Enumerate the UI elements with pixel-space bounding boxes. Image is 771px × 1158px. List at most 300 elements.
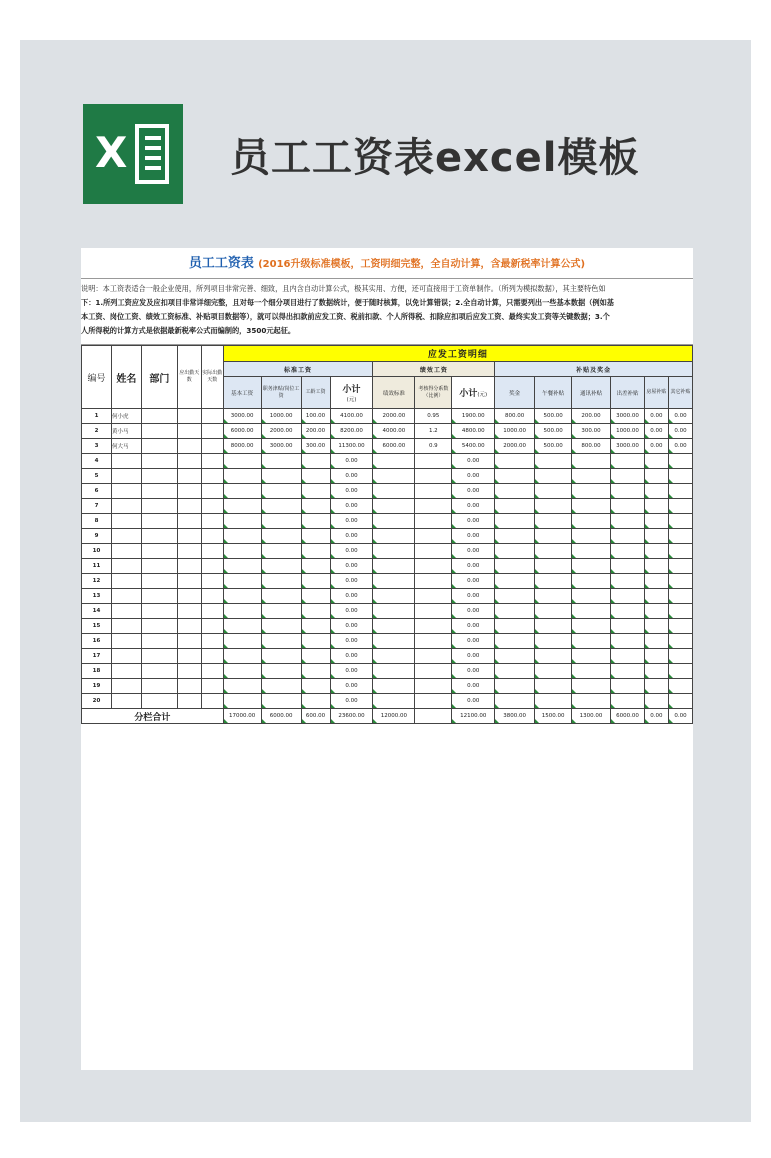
cell-base[interactable] [223,694,261,709]
cell-score[interactable]: 0.9 [415,439,452,454]
cell-meal[interactable]: 500.00 [535,424,572,439]
cell-name[interactable]: 黄小马 [111,424,141,439]
cell-name[interactable] [111,469,141,484]
cell-sub2[interactable]: 5400.00 [452,439,495,454]
cell-bonus[interactable] [495,604,535,619]
cell-sub1[interactable]: 0.00 [330,544,373,559]
cell-post[interactable] [261,619,301,634]
cell-comm[interactable] [572,574,611,589]
cell-post[interactable] [261,454,301,469]
cell-sub1[interactable]: 0.00 [330,514,373,529]
cell-comm[interactable] [572,634,611,649]
cell-seniority[interactable]: 100.00 [301,409,330,424]
cell-base[interactable] [223,484,261,499]
cell-comm[interactable] [572,619,611,634]
cell-bonus[interactable] [495,529,535,544]
cell-actual[interactable] [201,499,223,514]
cell-score[interactable] [415,694,452,709]
cell-due[interactable] [177,409,201,424]
cell-sub2[interactable]: 0.00 [452,529,495,544]
cell-score[interactable] [415,499,452,514]
cell-sub1[interactable]: 0.00 [330,604,373,619]
cell-dept[interactable] [141,424,177,439]
cell-base[interactable] [223,544,261,559]
cell-actual[interactable] [201,469,223,484]
cell-due[interactable] [177,529,201,544]
cell-sub1[interactable]: 0.00 [330,649,373,664]
cell-name[interactable] [111,649,141,664]
cell-trip[interactable] [611,574,645,589]
cell-housing[interactable] [644,469,668,484]
cell-bonus[interactable] [495,544,535,559]
cell-base[interactable] [223,454,261,469]
cell-post[interactable] [261,664,301,679]
cell-base[interactable] [223,514,261,529]
cell-no[interactable]: 18 [82,664,112,679]
cell-post[interactable] [261,559,301,574]
cell-other[interactable] [668,559,692,574]
cell-name[interactable] [111,559,141,574]
cell-sub1[interactable]: 0.00 [330,694,373,709]
cell-actual[interactable] [201,484,223,499]
cell-sub1[interactable]: 0.00 [330,454,373,469]
cell-no[interactable]: 6 [82,484,112,499]
cell-base[interactable] [223,619,261,634]
cell-meal[interactable] [535,589,572,604]
cell-sub2[interactable]: 1900.00 [452,409,495,424]
cell-trip[interactable] [611,484,645,499]
cell-other[interactable] [668,649,692,664]
cell-perf[interactable] [373,574,415,589]
cell-meal[interactable] [535,484,572,499]
cell-bonus[interactable] [495,649,535,664]
cell-perf[interactable] [373,589,415,604]
cell-score[interactable] [415,469,452,484]
cell-base[interactable] [223,529,261,544]
cell-trip[interactable] [611,649,645,664]
cell-comm[interactable] [572,484,611,499]
cell-housing[interactable] [644,544,668,559]
cell-comm[interactable] [572,529,611,544]
cell-actual[interactable] [201,664,223,679]
cell-other[interactable] [668,514,692,529]
cell-name[interactable] [111,529,141,544]
cell-meal[interactable] [535,574,572,589]
cell-other[interactable] [668,679,692,694]
cell-comm[interactable] [572,649,611,664]
cell-name[interactable]: 何大马 [111,439,141,454]
cell-due[interactable] [177,514,201,529]
cell-housing[interactable]: 0.00 [644,424,668,439]
cell-actual[interactable] [201,634,223,649]
cell-post[interactable] [261,544,301,559]
cell-perf[interactable] [373,529,415,544]
cell-dept[interactable] [141,574,177,589]
cell-comm[interactable]: 800.00 [572,439,611,454]
cell-bonus[interactable]: 2000.00 [495,439,535,454]
cell-name[interactable]: 何小虎 [111,409,141,424]
cell-no[interactable]: 10 [82,544,112,559]
cell-bonus[interactable] [495,664,535,679]
cell-perf[interactable] [373,469,415,484]
cell-comm[interactable] [572,604,611,619]
cell-perf[interactable] [373,694,415,709]
cell-sub2[interactable]: 0.00 [452,634,495,649]
cell-housing[interactable] [644,604,668,619]
cell-sub1[interactable]: 0.00 [330,634,373,649]
cell-perf[interactable] [373,454,415,469]
cell-seniority[interactable] [301,649,330,664]
cell-housing[interactable] [644,634,668,649]
cell-actual[interactable] [201,649,223,664]
cell-base[interactable] [223,664,261,679]
cell-no[interactable]: 15 [82,619,112,634]
cell-housing[interactable] [644,664,668,679]
cell-bonus[interactable]: 1000.00 [495,424,535,439]
cell-sub1[interactable]: 0.00 [330,499,373,514]
cell-housing[interactable] [644,514,668,529]
cell-due[interactable] [177,664,201,679]
cell-actual[interactable] [201,544,223,559]
cell-base[interactable] [223,469,261,484]
cell-bonus[interactable] [495,694,535,709]
cell-seniority[interactable] [301,604,330,619]
cell-housing[interactable] [644,694,668,709]
cell-other[interactable] [668,529,692,544]
cell-score[interactable]: 0.95 [415,409,452,424]
cell-trip[interactable] [611,619,645,634]
cell-seniority[interactable] [301,589,330,604]
cell-sub1[interactable]: 0.00 [330,484,373,499]
cell-score[interactable] [415,454,452,469]
cell-due[interactable] [177,649,201,664]
cell-perf[interactable]: 4000.00 [373,424,415,439]
cell-seniority[interactable] [301,499,330,514]
cell-trip[interactable] [611,454,645,469]
cell-score[interactable] [415,619,452,634]
cell-score[interactable] [415,649,452,664]
cell-trip[interactable] [611,514,645,529]
cell-no[interactable]: 7 [82,499,112,514]
cell-sub2[interactable]: 0.00 [452,484,495,499]
cell-perf[interactable]: 6000.00 [373,439,415,454]
cell-dept[interactable] [141,454,177,469]
cell-trip[interactable]: 3000.00 [611,439,645,454]
cell-due[interactable] [177,544,201,559]
cell-sub2[interactable]: 0.00 [452,664,495,679]
cell-score[interactable] [415,484,452,499]
cell-dept[interactable] [141,604,177,619]
cell-dept[interactable] [141,499,177,514]
cell-sub1[interactable]: 0.00 [330,469,373,484]
cell-no[interactable]: 9 [82,529,112,544]
cell-actual[interactable] [201,604,223,619]
cell-due[interactable] [177,574,201,589]
cell-due[interactable] [177,604,201,619]
cell-comm[interactable] [572,499,611,514]
cell-name[interactable] [111,664,141,679]
cell-other[interactable] [668,619,692,634]
cell-other[interactable] [668,634,692,649]
cell-sub2[interactable]: 0.00 [452,604,495,619]
cell-perf[interactable] [373,484,415,499]
cell-base[interactable] [223,559,261,574]
cell-seniority[interactable] [301,514,330,529]
cell-perf[interactable]: 2000.00 [373,409,415,424]
cell-perf[interactable] [373,679,415,694]
cell-sub1[interactable]: 0.00 [330,529,373,544]
cell-actual[interactable] [201,454,223,469]
cell-seniority[interactable] [301,634,330,649]
cell-due[interactable] [177,484,201,499]
cell-no[interactable]: 8 [82,514,112,529]
cell-trip[interactable] [611,694,645,709]
cell-dept[interactable] [141,619,177,634]
cell-score[interactable] [415,604,452,619]
cell-trip[interactable] [611,679,645,694]
cell-comm[interactable] [572,664,611,679]
cell-seniority[interactable] [301,559,330,574]
cell-housing[interactable] [644,454,668,469]
cell-perf[interactable] [373,649,415,664]
cell-post[interactable] [261,469,301,484]
cell-name[interactable] [111,544,141,559]
cell-sub2[interactable]: 4800.00 [452,424,495,439]
cell-sub2[interactable]: 0.00 [452,589,495,604]
cell-sub2[interactable]: 0.00 [452,619,495,634]
cell-due[interactable] [177,499,201,514]
cell-other[interactable]: 0.00 [668,424,692,439]
cell-other[interactable] [668,694,692,709]
cell-housing[interactable]: 0.00 [644,439,668,454]
cell-base[interactable] [223,679,261,694]
cell-sub1[interactable]: 0.00 [330,589,373,604]
cell-name[interactable] [111,604,141,619]
cell-other[interactable]: 0.00 [668,409,692,424]
cell-base[interactable]: 6000.00 [223,424,261,439]
cell-post[interactable] [261,484,301,499]
cell-other[interactable] [668,484,692,499]
cell-bonus[interactable] [495,559,535,574]
cell-dept[interactable] [141,559,177,574]
cell-post[interactable] [261,634,301,649]
cell-no[interactable]: 20 [82,694,112,709]
cell-name[interactable] [111,694,141,709]
cell-trip[interactable] [611,589,645,604]
cell-no[interactable]: 2 [82,424,112,439]
cell-perf[interactable] [373,559,415,574]
cell-due[interactable] [177,694,201,709]
cell-seniority[interactable] [301,484,330,499]
cell-comm[interactable] [572,679,611,694]
cell-due[interactable] [177,439,201,454]
cell-due[interactable] [177,424,201,439]
cell-due[interactable] [177,619,201,634]
cell-seniority[interactable] [301,544,330,559]
cell-due[interactable] [177,559,201,574]
cell-actual[interactable] [201,529,223,544]
cell-other[interactable]: 0.00 [668,439,692,454]
cell-due[interactable] [177,454,201,469]
cell-actual[interactable] [201,559,223,574]
cell-trip[interactable] [611,664,645,679]
cell-actual[interactable] [201,694,223,709]
cell-post[interactable] [261,649,301,664]
cell-sub1[interactable]: 4100.00 [330,409,373,424]
cell-sub1[interactable]: 11300.00 [330,439,373,454]
cell-housing[interactable]: 0.00 [644,409,668,424]
cell-seniority[interactable] [301,574,330,589]
cell-housing[interactable] [644,679,668,694]
cell-bonus[interactable] [495,499,535,514]
cell-meal[interactable] [535,694,572,709]
cell-base[interactable] [223,634,261,649]
cell-base[interactable]: 8000.00 [223,439,261,454]
cell-seniority[interactable] [301,469,330,484]
cell-comm[interactable] [572,514,611,529]
cell-no[interactable]: 11 [82,559,112,574]
cell-name[interactable] [111,574,141,589]
cell-trip[interactable] [611,544,645,559]
cell-base[interactable]: 3000.00 [223,409,261,424]
cell-post[interactable]: 2000.00 [261,424,301,439]
cell-dept[interactable] [141,649,177,664]
cell-perf[interactable] [373,604,415,619]
cell-due[interactable] [177,634,201,649]
cell-perf[interactable] [373,619,415,634]
cell-comm[interactable] [572,544,611,559]
cell-trip[interactable] [611,499,645,514]
cell-meal[interactable] [535,604,572,619]
cell-bonus[interactable] [495,619,535,634]
cell-dept[interactable] [141,589,177,604]
cell-score[interactable] [415,529,452,544]
cell-post[interactable] [261,574,301,589]
cell-sub1[interactable]: 0.00 [330,559,373,574]
cell-dept[interactable] [141,409,177,424]
cell-due[interactable] [177,679,201,694]
cell-actual[interactable] [201,574,223,589]
cell-dept[interactable] [141,469,177,484]
cell-seniority[interactable]: 300.00 [301,439,330,454]
cell-meal[interactable] [535,634,572,649]
cell-sub2[interactable]: 0.00 [452,514,495,529]
cell-score[interactable] [415,589,452,604]
cell-meal[interactable] [535,664,572,679]
cell-meal[interactable] [535,529,572,544]
cell-dept[interactable] [141,529,177,544]
cell-trip[interactable] [611,604,645,619]
cell-dept[interactable] [141,484,177,499]
cell-meal[interactable]: 500.00 [535,409,572,424]
cell-score[interactable] [415,679,452,694]
cell-name[interactable] [111,514,141,529]
cell-other[interactable] [668,454,692,469]
cell-sub1[interactable]: 8200.00 [330,424,373,439]
cell-seniority[interactable] [301,619,330,634]
cell-trip[interactable] [611,529,645,544]
cell-post[interactable] [261,514,301,529]
cell-post[interactable] [261,694,301,709]
cell-trip[interactable] [611,559,645,574]
cell-actual[interactable] [201,439,223,454]
cell-base[interactable] [223,574,261,589]
cell-meal[interactable] [535,679,572,694]
cell-bonus[interactable] [495,634,535,649]
cell-post[interactable] [261,499,301,514]
cell-perf[interactable] [373,499,415,514]
cell-no[interactable]: 13 [82,589,112,604]
cell-other[interactable] [668,664,692,679]
cell-post[interactable] [261,604,301,619]
cell-no[interactable]: 12 [82,574,112,589]
cell-meal[interactable] [535,559,572,574]
cell-trip[interactable] [611,634,645,649]
cell-bonus[interactable] [495,454,535,469]
cell-bonus[interactable] [495,589,535,604]
cell-meal[interactable] [535,499,572,514]
cell-comm[interactable] [572,589,611,604]
cell-sub2[interactable]: 0.00 [452,454,495,469]
cell-post[interactable] [261,589,301,604]
cell-name[interactable] [111,679,141,694]
cell-other[interactable] [668,469,692,484]
cell-other[interactable] [668,574,692,589]
cell-housing[interactable] [644,619,668,634]
cell-bonus[interactable] [495,484,535,499]
cell-score[interactable] [415,664,452,679]
cell-other[interactable] [668,544,692,559]
cell-housing[interactable] [644,484,668,499]
cell-sub2[interactable]: 0.00 [452,649,495,664]
cell-housing[interactable] [644,649,668,664]
cell-perf[interactable] [373,634,415,649]
cell-housing[interactable] [644,529,668,544]
cell-comm[interactable] [572,469,611,484]
cell-due[interactable] [177,469,201,484]
cell-sub2[interactable]: 0.00 [452,499,495,514]
cell-bonus[interactable] [495,469,535,484]
cell-dept[interactable] [141,544,177,559]
cell-perf[interactable] [373,544,415,559]
cell-name[interactable] [111,454,141,469]
cell-no[interactable]: 3 [82,439,112,454]
cell-meal[interactable]: 500.00 [535,439,572,454]
cell-score[interactable] [415,514,452,529]
cell-name[interactable] [111,619,141,634]
cell-score[interactable] [415,634,452,649]
cell-comm[interactable] [572,454,611,469]
cell-sub1[interactable]: 0.00 [330,574,373,589]
cell-housing[interactable] [644,499,668,514]
cell-score[interactable] [415,559,452,574]
cell-post[interactable]: 1000.00 [261,409,301,424]
cell-dept[interactable] [141,679,177,694]
cell-no[interactable]: 14 [82,604,112,619]
cell-base[interactable] [223,589,261,604]
cell-bonus[interactable] [495,679,535,694]
cell-score[interactable] [415,544,452,559]
cell-seniority[interactable] [301,664,330,679]
cell-no[interactable]: 5 [82,469,112,484]
cell-sub1[interactable]: 0.00 [330,619,373,634]
cell-dept[interactable] [141,439,177,454]
cell-sub2[interactable]: 0.00 [452,574,495,589]
cell-score[interactable]: 1.2 [415,424,452,439]
cell-housing[interactable] [644,559,668,574]
cell-housing[interactable] [644,574,668,589]
cell-actual[interactable] [201,424,223,439]
